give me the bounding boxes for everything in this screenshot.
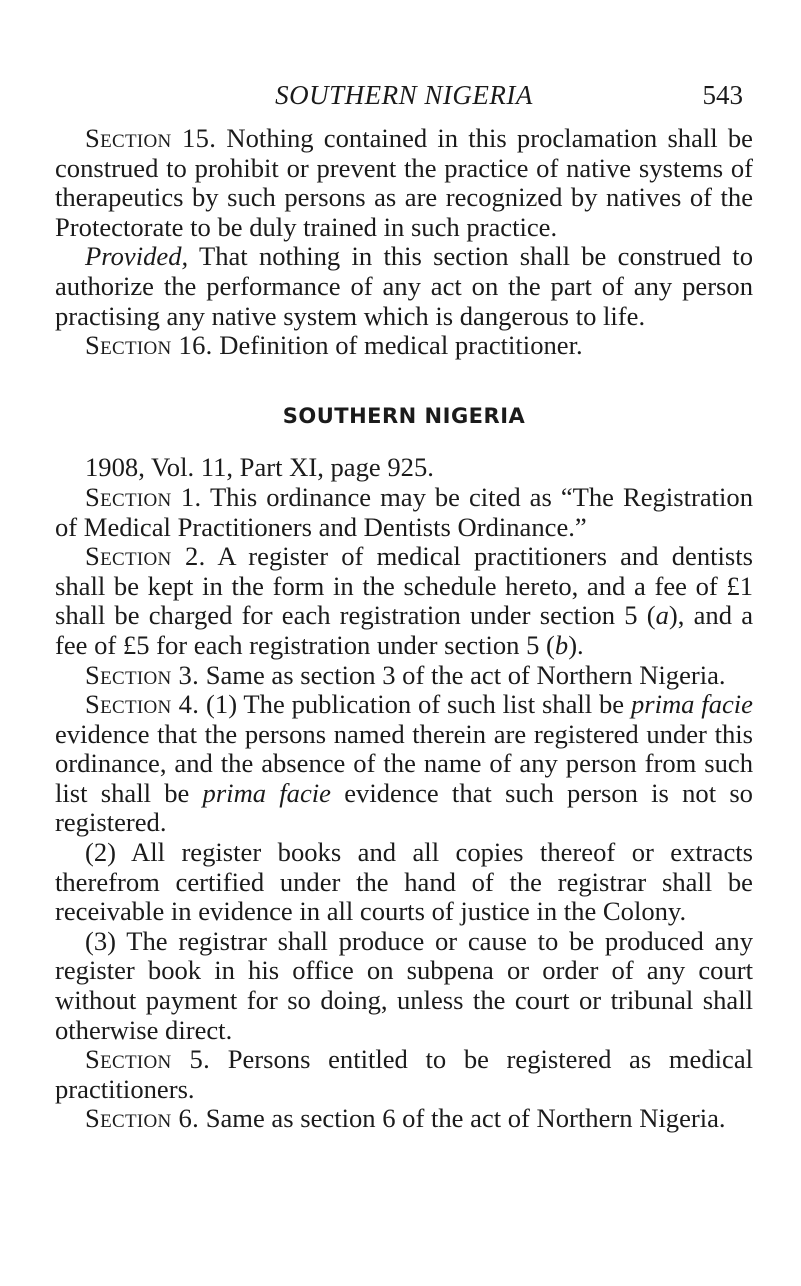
section-label: Section 2. bbox=[85, 541, 206, 572]
proviso-label: Provided, bbox=[85, 241, 189, 272]
paragraph-section-15 bbox=[55, 124, 753, 242]
section-italic-a: prima facie bbox=[630, 689, 753, 720]
section-italic-b: b bbox=[554, 629, 569, 660]
section-label: Section 4. bbox=[85, 689, 200, 720]
section-label: Section 3. bbox=[85, 659, 200, 690]
document-body bbox=[55, 124, 753, 1134]
section-italic-b: prima facie bbox=[202, 777, 331, 808]
section-text-a: (1) The publication of such list shall be bbox=[206, 689, 631, 720]
section-text-a: A register of medical practitioners and dentists shall be kept in the form in the schedule hereto, and a fee of £1 shall be charged for each registration under section 5 ( bbox=[55, 541, 753, 631]
section-italic-a: a bbox=[655, 600, 669, 631]
paragraph-section-3 bbox=[55, 661, 753, 691]
section-text: Same as section 6 of the act of Northern Nigeria. bbox=[205, 1103, 726, 1134]
paragraph-proviso bbox=[55, 242, 753, 331]
section-text-b: ), and a fee of £5 for each registration under section 5 ( bbox=[55, 600, 753, 660]
paragraph-section-2 bbox=[55, 542, 753, 660]
proviso-text: That nothing in this section shall be construed to authorize the performance of any act on the part of any person practising any native system which is dangerous to life. bbox=[55, 241, 753, 331]
section-label: Section 16. bbox=[85, 330, 213, 361]
paragraph-section-4 bbox=[55, 690, 753, 838]
section-text-c: ). bbox=[568, 629, 584, 660]
section-heading: SOUTHERN NIGERIA bbox=[282, 403, 526, 428]
section-label: Section 5. bbox=[85, 1044, 211, 1075]
paragraph-section-16 bbox=[55, 331, 753, 361]
section-text: This ordinance may be cited as “The Registration of Medical Practitioners and Dentists Ordinance.” bbox=[55, 481, 753, 542]
running-head bbox=[55, 80, 753, 114]
paragraph-section-6 bbox=[55, 1104, 753, 1134]
page-number: 543 bbox=[702, 80, 743, 110]
section-label: Section 1. bbox=[85, 481, 202, 512]
paragraph-section-4-3 bbox=[55, 927, 753, 1045]
paragraph-section-4-2 bbox=[55, 838, 753, 927]
section-text: (2) All register books and all copies thereof or extracts therefrom certified under the hand of the registrar shall be receivable in evidence in all courts of justice in the Colony. bbox=[55, 837, 753, 927]
section-text: Nothing contained in this proclamation shall be construed to prohibit or prevent the practice of native systems of therapeutics by such persons as are recognized by natives of the Protectorate to be duly trained in such practice. bbox=[55, 123, 753, 242]
section-label: Section 6. bbox=[85, 1103, 200, 1134]
paragraph-section-1 bbox=[55, 483, 753, 542]
citation bbox=[55, 453, 753, 483]
section-label: Section 15. bbox=[85, 123, 217, 153]
citation-text: 1908, Vol. 11, Part XI, page 925. bbox=[85, 452, 434, 483]
section-text-c: evidence that such person is not so registered. bbox=[55, 777, 753, 838]
running-head-title: SOUTHERN NIGERIA bbox=[275, 80, 533, 110]
section-text: Definition of medical practitioner. bbox=[219, 330, 583, 361]
section-text: Persons entitled to be registered as medical practitioners. bbox=[55, 1044, 754, 1104]
section-text: (3) The registrar shall produce or cause to be produced any register book in his office on subpena or order of any court without payment for so doing, unless the court or tribunal shall otherwise direct. bbox=[55, 925, 753, 1045]
paragraph-section-5 bbox=[55, 1045, 753, 1104]
section-text: Same as section 3 of the act of Northern Nigeria. bbox=[205, 659, 726, 690]
section-text-b: evidence that the persons named therein are registered under this ordinance, and the absence of the name of any person from such list shall be bbox=[55, 718, 753, 808]
